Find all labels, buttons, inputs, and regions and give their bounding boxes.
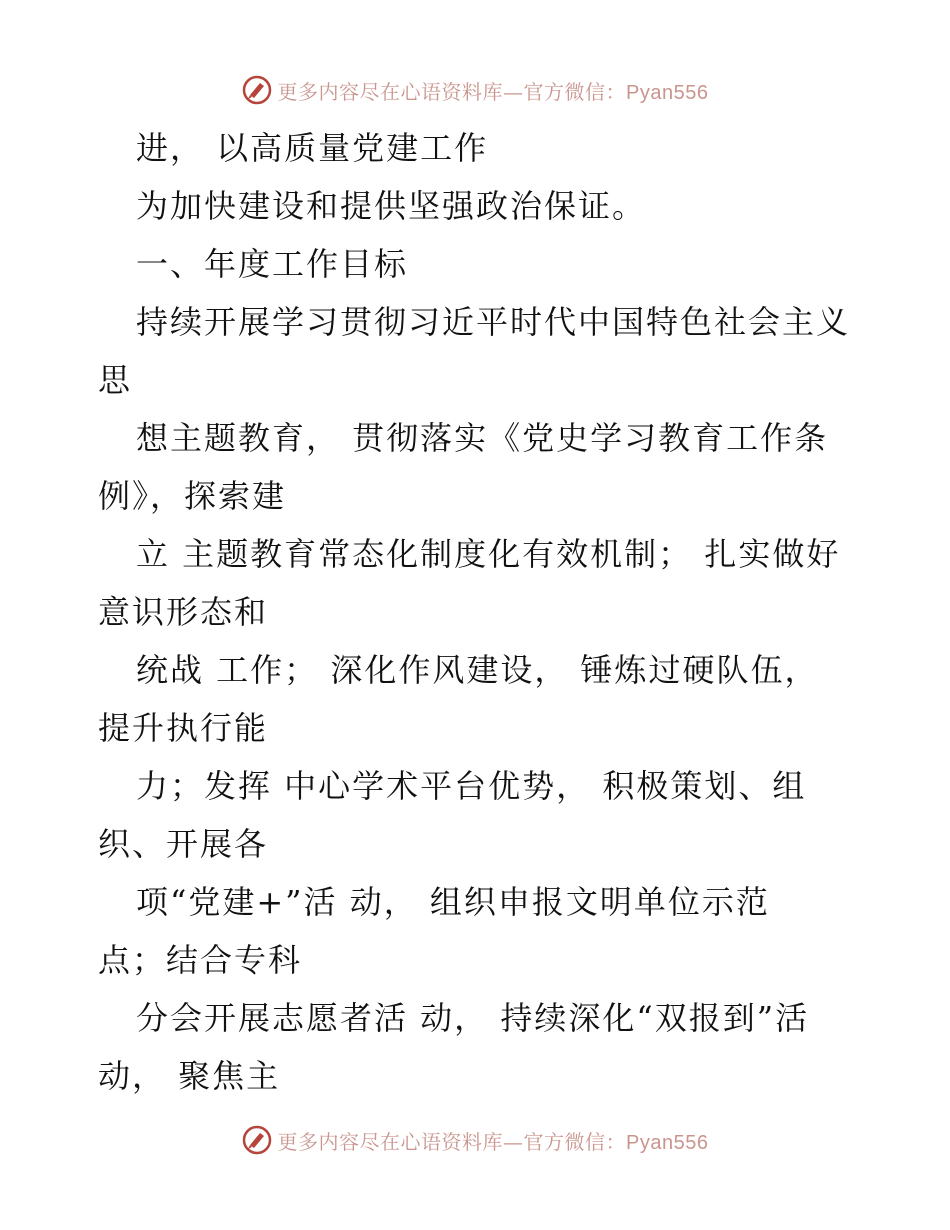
brand-logo-icon [242,75,272,105]
body-line: 统战 工作； 深化作风建设， 锤炼过硬队伍， [136,651,819,689]
brand-logo-icon [242,1125,272,1155]
body-line: 点；结合专科 [98,941,303,979]
body-line: 意识形态和 [98,593,269,631]
header-watermark [0,70,950,110]
body-line: 持续开展学习贯彻习近平时代中国特色社会主义 [136,303,851,341]
body-line: 立 主题教育常态化制度化有效机制； 扎实做好 [136,535,841,573]
footer-watermark [0,1120,950,1160]
body-line: 例》，探索建 [98,477,287,515]
body-line: 想主题教育， 贯彻落实《党史学习教育工作条 [136,419,829,457]
body-line: 分会开展志愿者活 动， 持续深化“双报到”活 [136,999,810,1037]
watermark-text: 更多内容尽在心语资料库—官方微信：Pyan556 [277,1129,709,1154]
watermark-text: 更多内容尽在心语资料库—官方微信：Pyan556 [277,79,709,104]
body-line: 为加快建设和提供坚强政治保证。 [136,187,647,225]
body-line: 思 [98,361,133,399]
body-line: 进， 以高质量党建工作 [136,129,489,167]
body-line: 织、开展各 [98,825,269,863]
body-line: 提升执行能 [98,709,269,747]
body-line: 项“党建+”活 动， 组织申报文明单位示范 [136,883,770,921]
body-line: 力；发挥 中心学术平台优势， 积极策划、组 [136,767,807,805]
section-heading: 一、年度工作目标 [136,245,409,283]
body-line: 动， 聚焦主 [98,1057,281,1095]
